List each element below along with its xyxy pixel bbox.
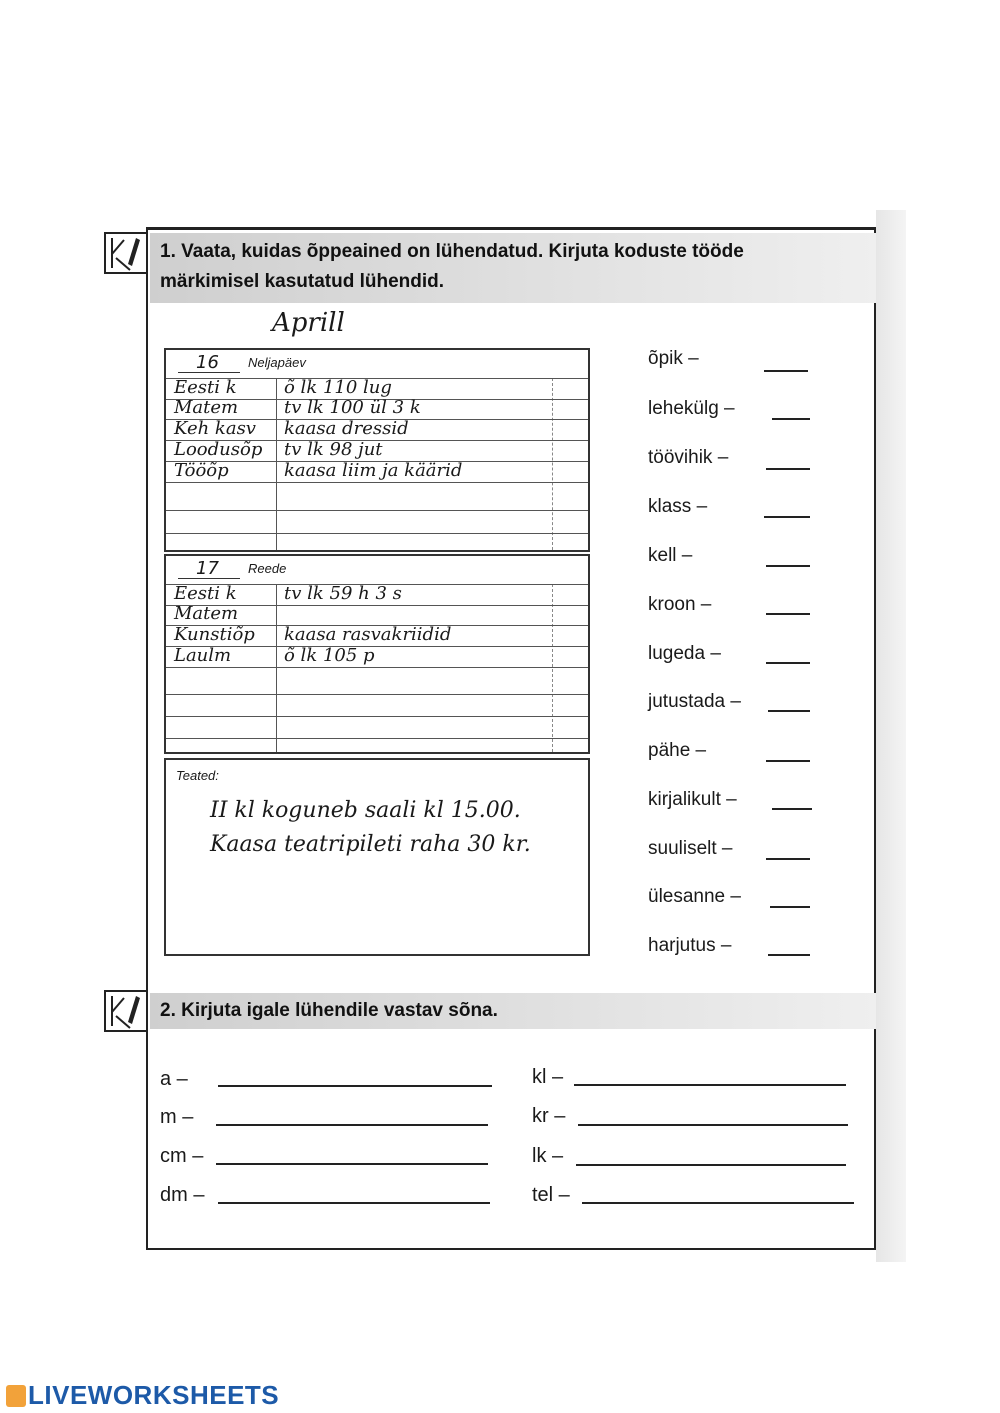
abbr-word: pähe – — [648, 740, 707, 761]
diary-row — [166, 399, 588, 420]
row-subject: Kunstiõp — [174, 624, 255, 645]
diary-row — [166, 513, 588, 534]
abbr-word: ülesanne – — [648, 886, 741, 907]
abbr-word: harjutus – — [648, 935, 732, 956]
answer-blank[interactable] — [576, 1164, 846, 1166]
diary-notes-box — [164, 758, 590, 956]
row-subject: Eesti k — [174, 583, 237, 604]
answer-blank[interactable] — [766, 565, 810, 567]
task2-abbr: kl – — [532, 1066, 564, 1088]
answer-blank[interactable] — [766, 858, 810, 860]
row-subject: Matem — [174, 397, 239, 418]
row-task: kaasa rasvakriidid — [284, 624, 452, 645]
row-task: tv lk 59 h 3 s — [284, 583, 402, 604]
day-number-underline — [178, 578, 240, 579]
row-subject: Eesti k — [174, 377, 237, 398]
row-subject: Loodusõp — [174, 439, 263, 460]
answer-blank[interactable] — [766, 760, 810, 762]
abbr-word: jutustada – — [648, 691, 741, 712]
answer-blank[interactable] — [770, 906, 810, 908]
answer-blank[interactable] — [574, 1084, 846, 1086]
abbr-word: kell – — [648, 545, 693, 566]
answer-blank[interactable] — [764, 370, 808, 372]
answer-blank[interactable] — [218, 1085, 492, 1087]
diary-row — [166, 626, 588, 647]
answer-blank[interactable] — [772, 808, 812, 810]
note-line: II kl koguneb saali kl 15.00. — [210, 798, 521, 823]
task2-abbr: m – — [160, 1106, 194, 1128]
abbr-word: klass – — [648, 496, 708, 517]
row-subject: Matem — [174, 603, 239, 624]
row-subject: Tööõp — [174, 460, 229, 481]
answer-blank[interactable] — [768, 954, 810, 956]
day-name: Reede — [248, 561, 287, 576]
row-subject: Laulm — [174, 645, 232, 666]
answer-blank[interactable] — [582, 1202, 854, 1204]
answer-blank[interactable] — [216, 1124, 488, 1126]
abbr-word: suuliselt – — [648, 838, 733, 859]
task2-abbr: cm – — [160, 1145, 204, 1167]
abbr-word: lugeda – — [648, 643, 721, 664]
row-task: tv lk 100 ül 3 k — [284, 397, 421, 418]
task1-title-line2: märkimisel kasutatud lühendid. — [160, 271, 445, 292]
answer-blank[interactable] — [766, 662, 810, 664]
task2-title: 2. Kirjuta igale lühendile vastav sõna. — [160, 1000, 498, 1021]
row-task: õ lk 110 lug — [284, 377, 392, 398]
answer-blank[interactable] — [766, 613, 810, 615]
task1-header — [150, 233, 876, 303]
diary-day-thursday — [164, 348, 590, 552]
task2-abbr: kr – — [532, 1105, 566, 1127]
task2-abbr: a – — [160, 1068, 188, 1090]
answer-blank[interactable] — [766, 468, 810, 470]
task2-abbr: lk – — [532, 1145, 564, 1167]
task2-abbr: dm – — [160, 1184, 205, 1206]
answer-blank[interactable] — [216, 1163, 488, 1165]
abbr-word: õpik – — [648, 348, 699, 369]
diary-row — [166, 718, 588, 739]
pencil-icon — [104, 232, 148, 274]
notes-label: Teated: — [176, 768, 219, 783]
diary-row — [166, 490, 588, 511]
abbr-word: töövihik – — [648, 447, 729, 468]
logo-mark-icon — [6, 1385, 26, 1407]
diary-day-friday — [164, 554, 590, 754]
diary-row — [166, 674, 588, 695]
diary-row — [166, 462, 588, 483]
diary-row — [166, 647, 588, 668]
task1-title-line1: 1. Vaata, kuidas õppeained on lühendatud. Kirjuta koduste tööde — [160, 241, 744, 262]
diary-row — [166, 696, 588, 717]
brand-name: LIVEWORKSHEETS — [28, 1380, 280, 1410]
answer-blank[interactable] — [218, 1202, 490, 1204]
diary-row — [166, 441, 588, 462]
pencil-icon — [104, 990, 148, 1032]
diary-month: Aprill — [272, 308, 345, 338]
abbr-word: lehekülg – — [648, 398, 735, 419]
task2-header — [150, 993, 876, 1029]
row-subject: Keh kasv — [174, 418, 256, 439]
answer-blank[interactable] — [764, 516, 810, 518]
page-edge-shadow — [876, 210, 906, 1262]
answer-blank[interactable] — [578, 1124, 848, 1126]
day-number: 16 — [196, 352, 219, 373]
day-name: Neljapäev — [248, 355, 306, 370]
diary-row — [166, 605, 588, 626]
diary-day-header — [174, 352, 584, 374]
day-number: 17 — [196, 558, 219, 579]
answer-blank[interactable] — [768, 710, 810, 712]
abbr-word: kirjalikult – — [648, 789, 737, 810]
note-line: Kaasa teatripileti raha 30 kr. — [210, 832, 531, 857]
row-task: kaasa liim ja käärid — [284, 460, 463, 481]
abbr-word: kroon – — [648, 594, 712, 615]
liveworksheets-logo — [6, 1380, 279, 1411]
row-task: õ lk 105 p — [284, 645, 375, 666]
row-task: tv lk 98 jut — [284, 439, 383, 460]
answer-blank[interactable] — [772, 418, 810, 420]
row-task: kaasa dressid — [284, 418, 409, 439]
diary-day-header — [174, 558, 584, 580]
day-number-underline — [178, 372, 240, 373]
task2-abbr: tel – — [532, 1184, 570, 1206]
diary-row — [166, 420, 588, 441]
